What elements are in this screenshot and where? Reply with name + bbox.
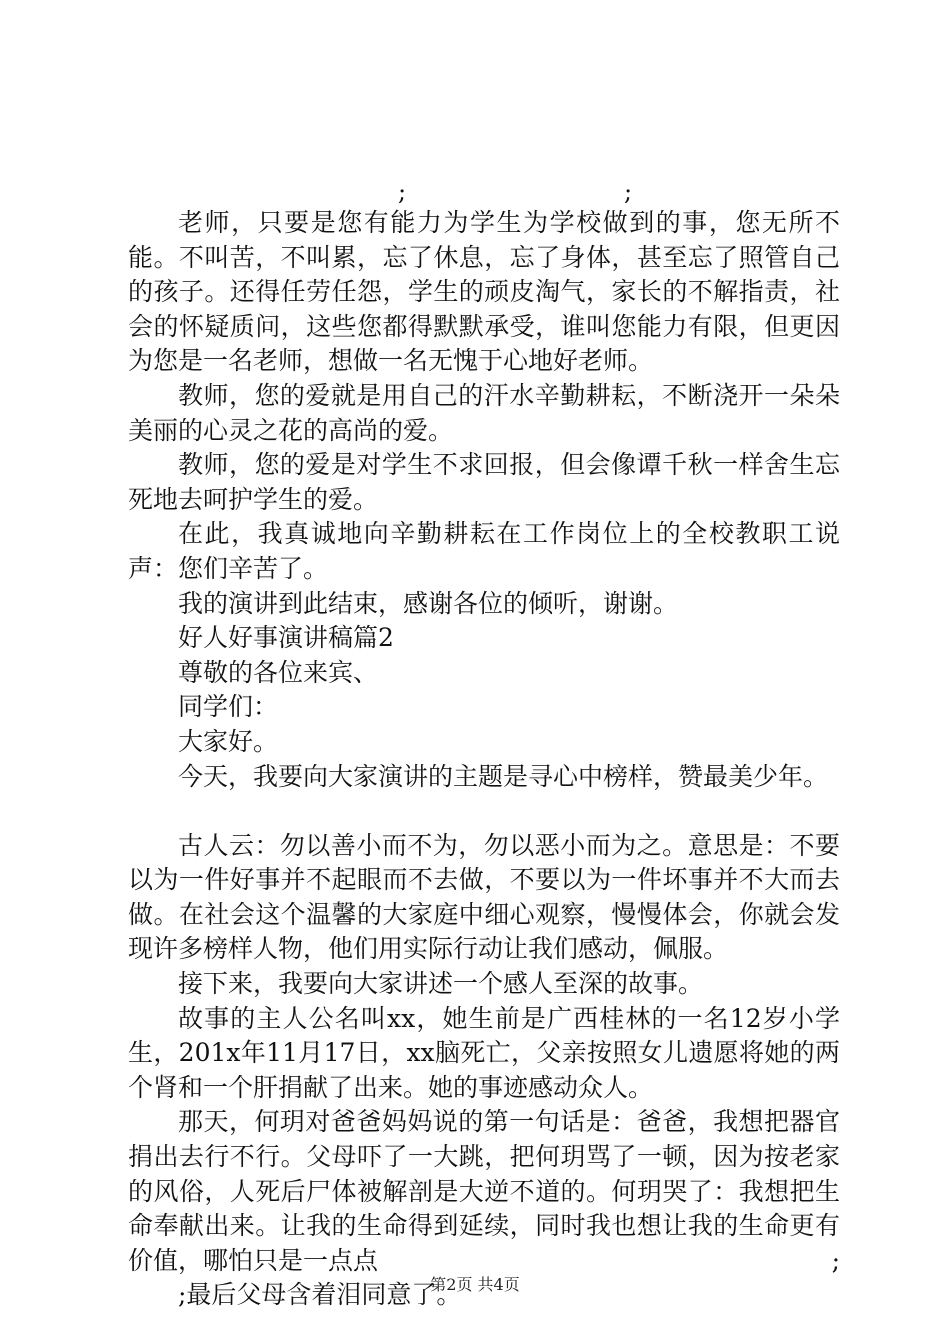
greeting: 大家好。 [178, 726, 279, 756]
salutation-students: 同学们： [178, 692, 279, 722]
paragraph-ancient-saying: 古人云：勿以善小而不为，勿以恶小而为之。意思是：不要以为一件好事并不起眼而不去做，不要以为一件坏事并不大而去做。在社会这个温馨的大家庭中细心观察，慢慢体会，你就会发现许多榜样人物，他们用实际行动让我们感动，佩服。 [128, 830, 840, 964]
paragraph-teacher-ability: 老师，只要是您有能力为学生为学校做到的事，您无所不能。不叫苦，不叫累，忘了休息，忘了身体，甚至忘了照管自己的孩子。还得任劳任怨，学生的顽皮淘气，家长的不解指责，社会的怀疑质问，这些您都得默默承受，谁叫您能力有限，但更因为您是一名老师，想做一名无愧于心地好老师。 [128, 208, 840, 376]
paragraph-story-dialogue-text: 那天，何玥对爸爸妈妈说的第一句话是：爸爸，我想把器官捐出去行不行。父母吓了一大跳，把何玥骂了一顿，因为按老家的风俗，人死后尸体被解剖是大逆不道的。何玥哭了：我想把生命奉献出来。让我的生命得到延续，同时我也想让我的生命更有价值，哪怕只是一点点 [128, 1107, 840, 1275]
semicolon-mark-right: ; [624, 178, 633, 206]
paragraph-story-dialogue [128, 1105, 840, 1278]
paragraph-story-protagonist: 故事的主人公名叫xx，她生前是广西桂林的一名12岁小学生，201x年11月17日，xx脑死亡，父亲按照女儿遗愿将她的两个肾和一个肝捐献了出来。她的事迹感动众人。 [128, 1003, 840, 1102]
paragraph-teacher-love-1: 教师，您的爱就是用自己的汗水辛勤耕耘，不断浇开一朵朵美丽的心灵之花的高尚的爱。 [128, 380, 840, 445]
paragraph-topic: 今天，我要向大家演讲的主题是寻心中榜样，赞最美少年。 [178, 761, 829, 791]
paragraph-story-intro: 接下来，我要向大家讲述一个感人至深的故事。 [178, 969, 704, 999]
final-line: ;最后父母含着泪同意了。 [178, 1280, 462, 1310]
paragraph-thanks-staff: 在此，我真诚地向辛勤耕耘在工作岗位上的全校教职工说声：您们辛苦了。 [128, 519, 840, 583]
trailing-semicolon: ; [831, 1245, 840, 1275]
paragraph-speech-end: 我的演讲到此结束，感谢各位的倾听，谢谢。 [178, 588, 679, 618]
page-footer: 第2页 共4页 [430, 1275, 520, 1294]
semicolon-mark-left: ; [398, 178, 407, 206]
document-body [128, 206, 840, 1313]
blank-line [128, 794, 840, 829]
section-title: 好人好事演讲稿篇2 [178, 623, 394, 653]
paragraph-teacher-love-2: 教师，您的爱是对学生不求回报，但会像谭千秋一样舍生忘死地去呵护学生的爱。 [128, 450, 840, 514]
salutation-guests: 尊敬的各位来宾、 [178, 657, 379, 687]
